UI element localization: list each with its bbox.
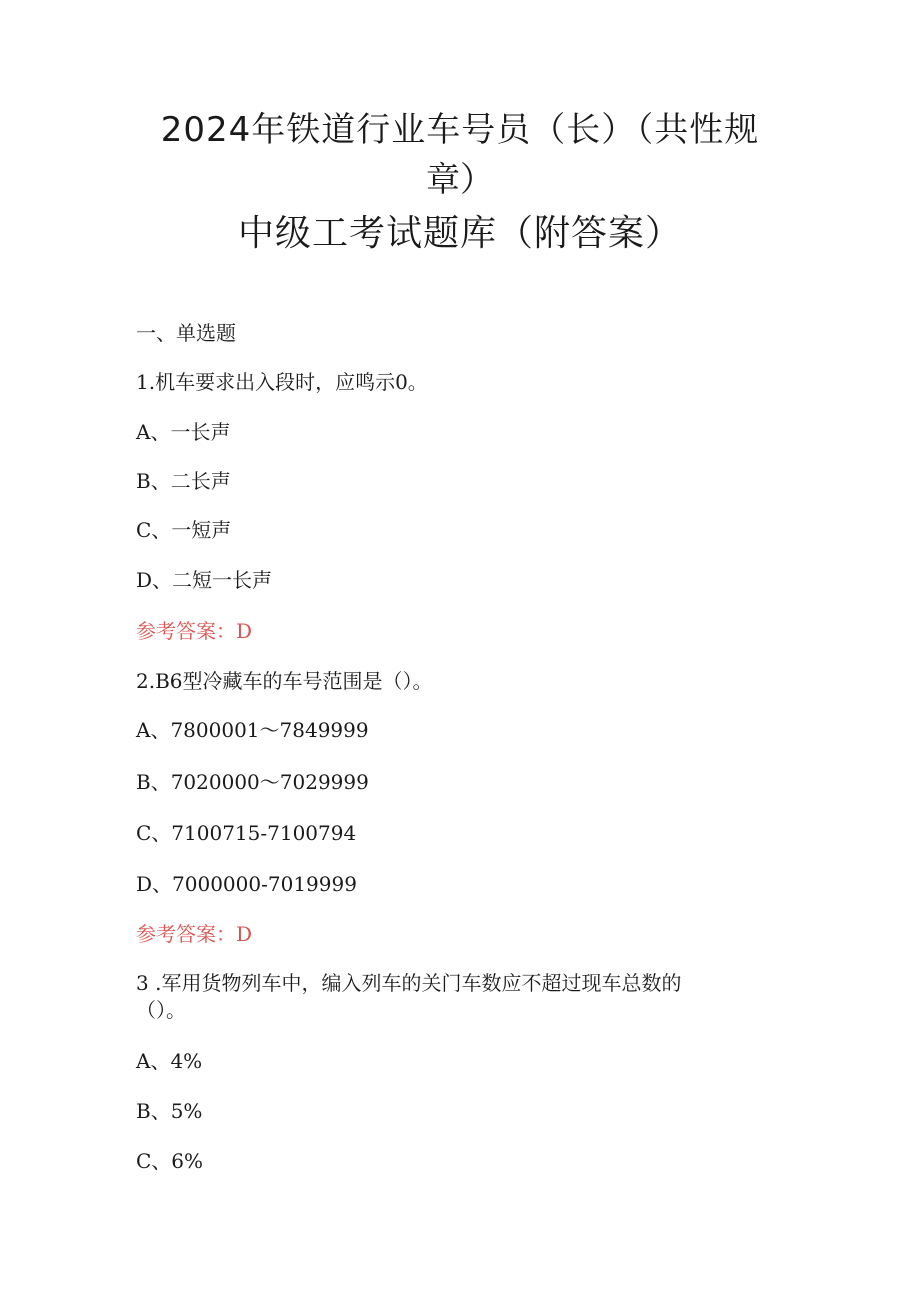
section-heading: 一、单选题 — [136, 321, 236, 345]
question-1-option-d: D、二短一长声 — [136, 568, 273, 592]
question-3-stem-line-2: （）。 — [136, 998, 186, 1022]
question-1-option-a: A、一长声 — [136, 420, 231, 444]
question-1-option-c: C、一短声 — [136, 518, 232, 542]
question-3-option-a: A、4% — [136, 1049, 203, 1073]
question-3-option-c: C、6% — [136, 1149, 204, 1173]
question-3-option-b: B、5% — [136, 1099, 203, 1123]
question-1-stem: 1.机车要求出入段时，应鸣示0。 — [136, 370, 428, 394]
question-2-option-b: B、7020000～7029999 — [136, 770, 369, 794]
question-2-answer: 参考答案：D — [136, 922, 253, 946]
question-1-answer: 参考答案：D — [136, 619, 253, 643]
question-1-option-b: B、二长声 — [136, 469, 231, 493]
question-2-option-a: A、7800001～7849999 — [136, 718, 369, 742]
document-title-line-3: 中级工考试题库（附答案） — [237, 213, 682, 254]
question-2-option-c: C、7100715-7100794 — [136, 821, 357, 845]
question-2-option-d: D、7000000-7019999 — [136, 872, 357, 896]
document-title-line-1: 2024年铁道行业车号员（长）（共性规 — [160, 110, 760, 150]
question-3-stem-line-1: 3 .军用货物列车中，编入列车的关门车数应不超过现车总数的 — [136, 971, 682, 995]
question-2-stem: 2.B6型冷藏车的车号范围是（）。 — [136, 669, 433, 693]
document-title-line-2: 章） — [426, 160, 494, 200]
